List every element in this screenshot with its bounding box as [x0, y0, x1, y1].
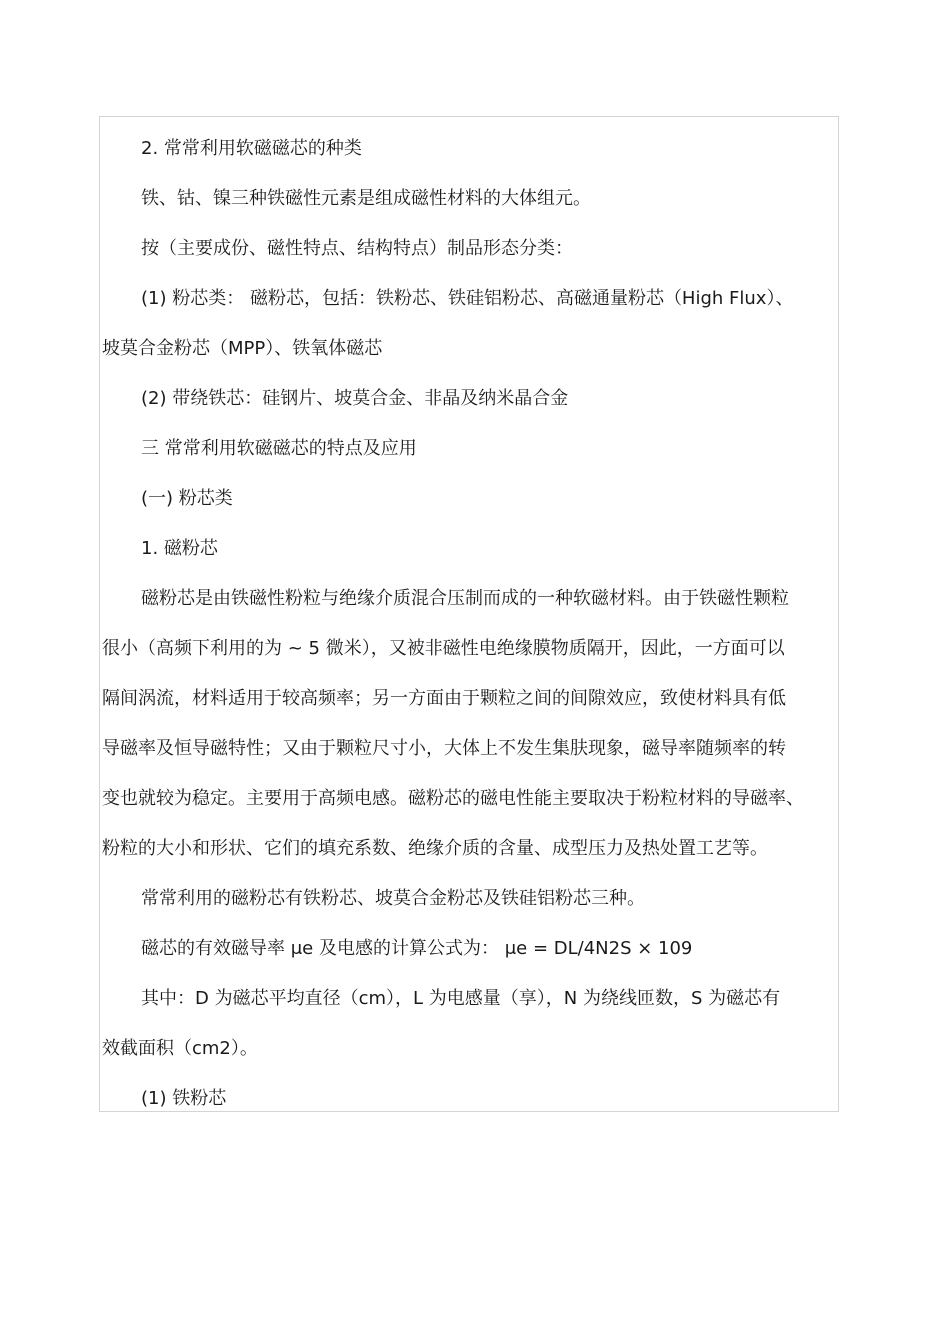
- formula-explanation-cont: 效截面积（cm2）。: [102, 1038, 258, 1059]
- paragraph-line: 隔间涡流，材料适用于较高频率；另一方面由于颗粒之间的间隙效应，致使材料具有低: [102, 688, 786, 709]
- section-heading-features: 三 常常利用软磁磁芯的特点及应用: [141, 438, 417, 459]
- formula-line: 磁芯的有效磁导率 μe 及电感的计算公式为： μe = DL/4N2S × 109: [141, 938, 693, 959]
- document-body: [102, 124, 838, 1124]
- subsection-heading-powder: (一) 粉芯类: [141, 488, 233, 509]
- paragraph-line: 导磁率及恒导磁特性；又由于颗粒尺寸小，大体上不发生集肤现象，磁导率随频率的转: [102, 738, 786, 759]
- section-heading-types: 2. 常常利用软磁磁芯的种类: [141, 138, 362, 159]
- list-item-powder-core: (1) 粉芯类： 磁粉芯，包括：铁粉芯、铁硅铝粉芯、高磁通量粉芯（High Flux）、: [141, 288, 794, 309]
- paragraph-line: 铁、钴、镍三种铁磁性元素是组成磁性材料的大体组元。: [141, 188, 591, 209]
- paragraph-line: 按（主要成份、磁性特点、结构特点）制品形态分类：: [141, 238, 573, 259]
- list-item-powder-core-cont: 坡莫合金粉芯（MPP）、铁氧体磁芯: [102, 338, 383, 359]
- subsection-heading-magnetic-powder: 1. 磁粉芯: [141, 538, 218, 559]
- formula-explanation: 其中：D 为磁芯平均直径（cm），L 为电感量（享），N 为绕线匝数，S 为磁芯有: [141, 988, 781, 1009]
- paragraph-line: 变也就较为稳定。主要用于高频电感。磁粉芯的磁电性能主要取决于粉粒材料的导磁率、: [102, 788, 804, 809]
- paragraph-line: 磁粉芯是由铁磁性粉粒与绝缘介质混合压制而成的一种软磁材料。由于铁磁性颗粒: [141, 588, 789, 609]
- paragraph-line: 粉粒的大小和形状、它们的填充系数、绝缘介质的含量、成型压力及热处置工艺等。: [102, 838, 768, 859]
- paragraph-line: 很小（高频下利用的为 ~ 5 微米），又被非磁性电绝缘膜物质隔开，因此，一方面可以: [102, 638, 785, 659]
- list-item-iron-powder: (1) 铁粉芯: [141, 1088, 227, 1109]
- paragraph-line: 常常利用的磁粉芯有铁粉芯、坡莫合金粉芯及铁硅铝粉芯三种。: [141, 888, 645, 909]
- list-item-tape-core: (2) 带绕铁芯：硅钢片、坡莫合金、非晶及纳米晶合金: [141, 388, 569, 409]
